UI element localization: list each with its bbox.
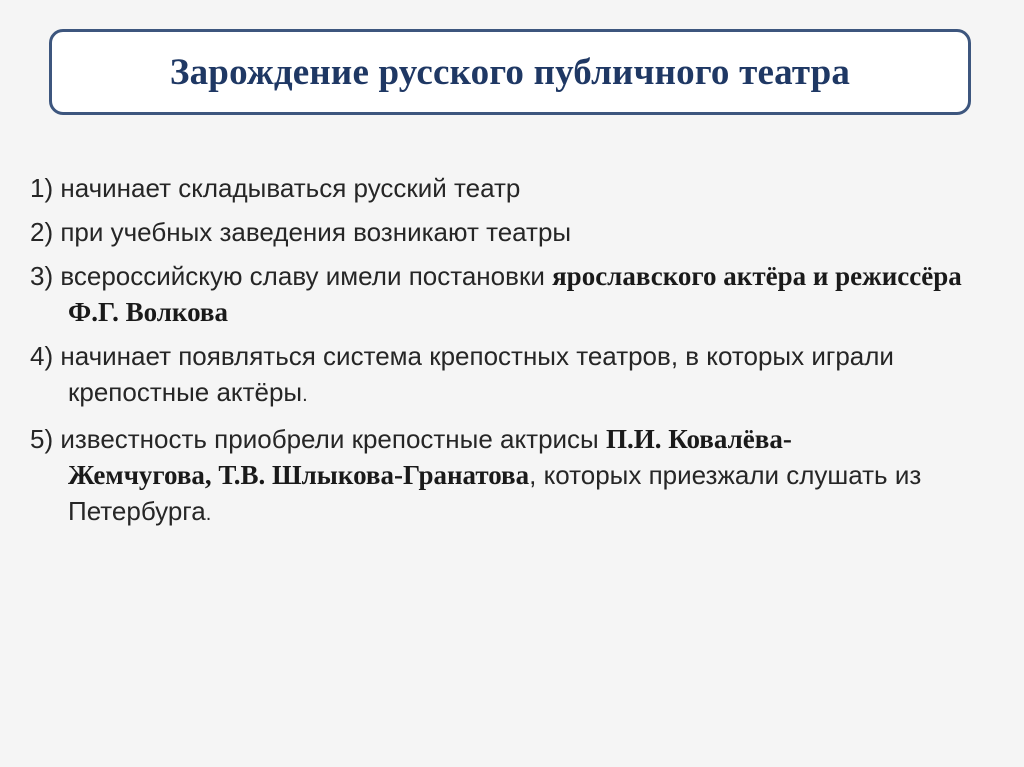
item-number: 2) xyxy=(30,217,54,247)
item-text-after: , которых приезжали слушать из Петербурга xyxy=(68,460,922,526)
slide-title: Зарождение русского публичного театра xyxy=(169,51,851,93)
list-item-2 xyxy=(30,214,990,250)
title-box xyxy=(49,29,971,115)
item-bold-text: ярославского актёра и режиссёра Ф.Г. Волкова xyxy=(68,261,962,327)
list-item-4 xyxy=(30,338,990,413)
list-item-5 xyxy=(30,421,990,532)
item-text: при учебных заведения возникают театры xyxy=(53,217,572,247)
item-bold-text: П.И. Ковалёва- xyxy=(605,424,792,454)
slide-content xyxy=(30,170,990,540)
item-continuation xyxy=(30,457,990,532)
item-text: начинает появляться система крепостных театров, в которых играли крепостные актёры xyxy=(53,341,894,407)
item-number: 5) xyxy=(30,424,54,454)
item-number: 3) xyxy=(30,261,54,291)
item-number: 1) xyxy=(30,173,54,203)
list-item-3 xyxy=(30,258,990,330)
item-end: . xyxy=(205,503,212,525)
item-number: 4) xyxy=(30,341,54,371)
item-text: известность приобрели крепостные актрисы xyxy=(53,424,606,454)
item-text: всероссийскую славу имели постановки xyxy=(53,261,553,291)
item-text: начинает складываться русский театр xyxy=(53,173,521,203)
list-item-1 xyxy=(30,170,990,206)
item-bold-text-2: Жемчугова, Т.В. Шлыкова-Гранатова xyxy=(68,460,530,490)
item-end: . xyxy=(302,384,308,406)
